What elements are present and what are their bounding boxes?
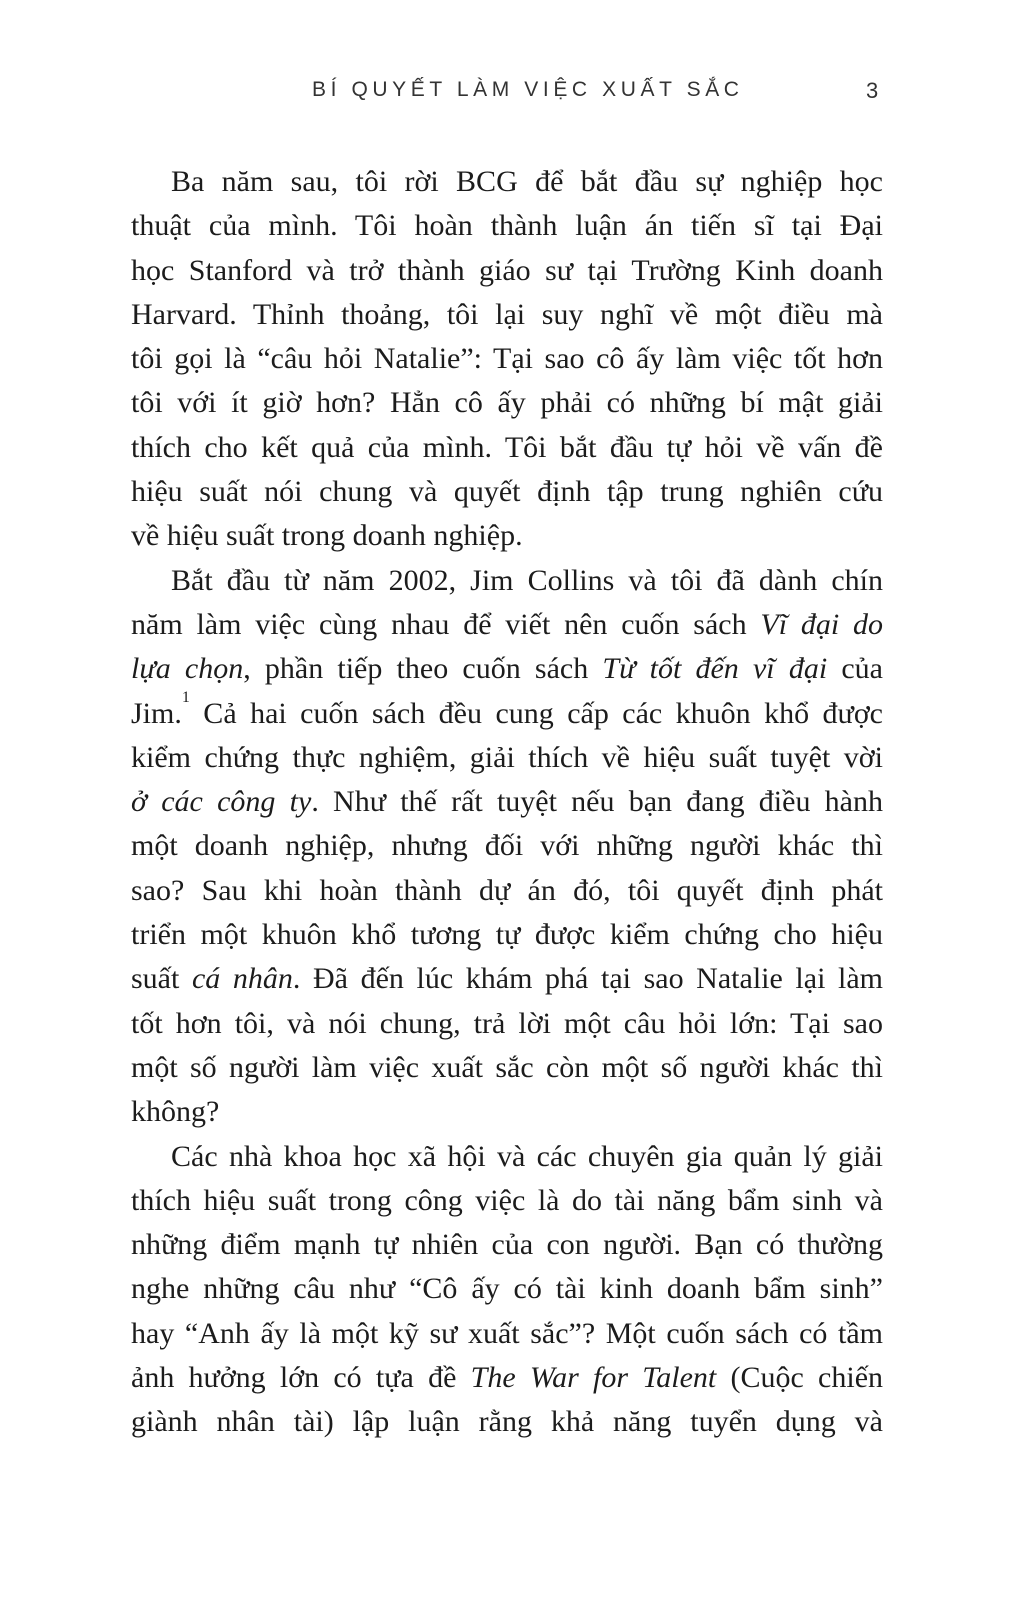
text-line — [131, 647, 883, 691]
text-line: Bắt đầu từ năm 2002, Jim Collins và tôi đã dành chín — [171, 563, 883, 597]
text-line: Các nhà khoa học xã hội và các chuyên gia quản lý giải — [171, 1139, 883, 1173]
text-run: suất — [131, 962, 192, 996]
text-line: một số người làm việc xuất sắc còn một số người khác thì — [131, 1050, 883, 1084]
running-title: BÍ QUYẾT LÀM VIỆC XUẤT SẮC — [312, 78, 744, 101]
text-line: Ba năm sau, tôi rời BCG để bắt đầu sự nghiệp học — [171, 165, 883, 198]
text-line: thuật của mình. Tôi hoàn thành luận án tiến sĩ tại Đại — [131, 209, 883, 243]
text-run: , phần tiếp theo cuốn sách — [243, 652, 603, 686]
text-line: những điểm mạnh tự nhiên của con người. Bạn có thường — [131, 1228, 883, 1262]
paragraph-3 — [131, 1135, 883, 1445]
text-line — [131, 780, 883, 824]
text-run: (Cuộc chiến — [716, 1361, 884, 1395]
text-line: nghe những câu như “Cô ấy có tài kinh doanh bẩm sinh” — [131, 1272, 883, 1306]
text-line: sao? Sau khi hoàn thành dự án đó, tôi quyết định phát — [131, 873, 883, 907]
body-text — [131, 160, 883, 1445]
book-title-italic: Từ tốt đến vĩ đại — [602, 652, 828, 686]
text-line — [131, 957, 883, 1001]
text-line: giành nhân tài) lập luận rằng khả năng tuyển dụng và — [131, 1405, 883, 1439]
text-run: ảnh hưởng lớn có tựa đề — [131, 1361, 471, 1395]
text-run: Jim. — [131, 696, 182, 730]
text-line — [131, 688, 883, 736]
emphasis-italic: cá nhân — [191, 962, 293, 996]
footnote-marker: 1 — [181, 688, 190, 706]
text-run: . Đã đến lúc khám phá tại sao Natalie lại làm — [292, 962, 883, 996]
text-line: hiệu suất nói chung và quyết định tập trung nghiên cứu — [131, 475, 883, 509]
book-title-italic: The War for Talent — [470, 1361, 717, 1395]
text-line: hay “Anh ấy là một kỹ sư xuất sắc”? Một cuốn sách có tầm — [131, 1316, 883, 1350]
text-line: một doanh nghiệp, nhưng đối với những người khác thì — [131, 829, 883, 863]
text-line: kiểm chứng thực nghiệm, giải thích về hiệu suất tuyệt vời — [131, 740, 883, 774]
text-line: Harvard. Thỉnh thoảng, tôi lại suy nghĩ về một điều mà — [131, 297, 883, 331]
text-run: của — [827, 652, 883, 686]
text-line: tôi với ít giờ hơn? Hẳn cô ấy phải có những bí mật giải — [131, 386, 883, 420]
text-line: triển một khuôn khổ tương tự được kiểm chứng cho hiệu — [131, 918, 883, 952]
page-number: 3 — [866, 78, 879, 103]
text-line: tôi gọi là “câu hỏi Natalie”: Tại sao cô ấy làm việc tốt hơn — [131, 342, 883, 376]
text-line — [131, 1356, 883, 1400]
emphasis-italic: ở các công ty — [131, 785, 312, 819]
text-line: tốt hơn tôi, và nói chung, trả lời một câu hỏi lớn: Tại sao — [131, 1006, 883, 1040]
paragraph-2 — [131, 559, 883, 1135]
text-line — [131, 603, 883, 647]
book-title-italic: lựa chọn — [131, 652, 244, 686]
paragraph-1 — [131, 160, 883, 559]
text-line: học Stanford và trở thành giáo sư tại Trường Kinh doanh — [131, 253, 883, 287]
text-line: về hiệu suất trong doanh nghiệp. — [131, 519, 523, 553]
text-line: không? — [131, 1095, 220, 1129]
book-title-italic: Vĩ đại do — [760, 607, 883, 641]
text-run: . Như thế rất tuyệt nếu bạn đang điều hành — [311, 785, 883, 819]
running-header — [0, 78, 1024, 110]
text-run: năm làm việc cùng nhau để viết nên cuốn sách — [131, 607, 761, 641]
text-line: thích hiệu suất trong công việc là do tài năng bẩm sinh và — [131, 1183, 883, 1217]
text-line: thích cho kết quả của mình. Tôi bắt đầu tự hỏi về vấn đề — [131, 430, 883, 464]
text-run: Cả hai cuốn sách đều cung cấp các khuôn khổ được — [189, 696, 883, 730]
